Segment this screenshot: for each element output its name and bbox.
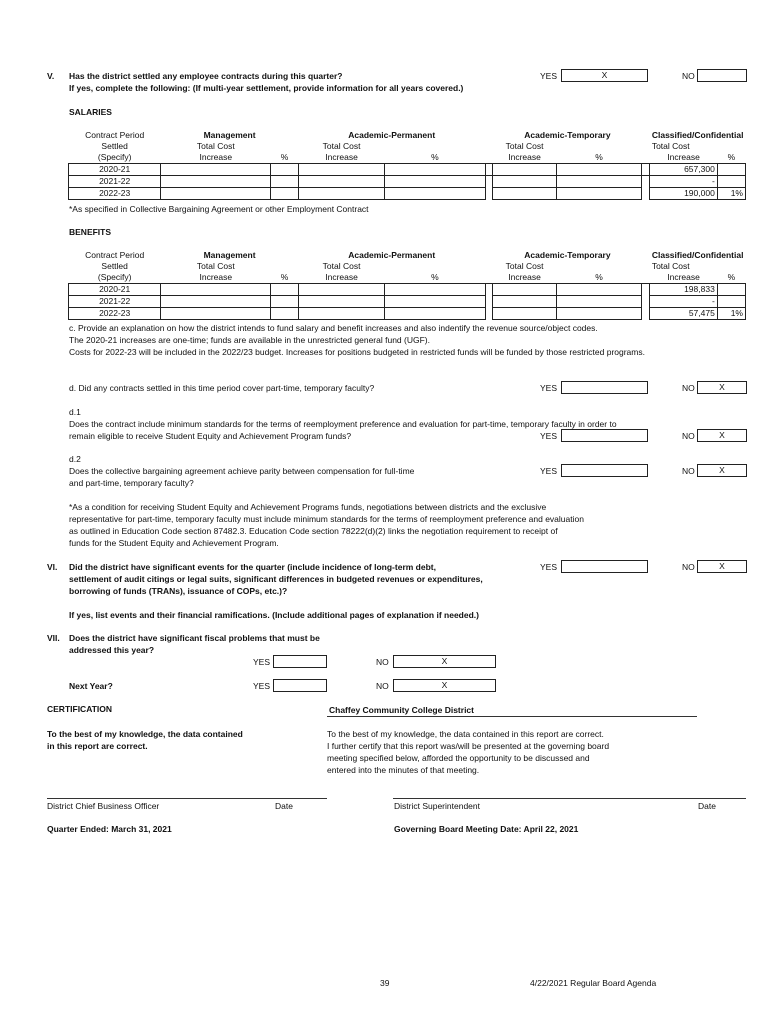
classified-pct: 1% [717,188,745,200]
board-meeting-date: Governing Board Meeting Date: April 22, 2021 [394,824,579,834]
no-label: NO [682,466,695,476]
period-cell: 2022-23 [69,308,161,320]
period-cell: 2020-21 [69,164,161,176]
period-header-2: Settled [101,261,128,271]
total-cost-label: Total Cost [196,141,235,151]
condition-note-1: *As a condition for receiving Student Equity and Achievement Programs funds, negotiations between districts and the exclusive [69,502,547,512]
section-7-yes-box[interactable] [273,655,327,668]
yes-label: YES [540,431,558,441]
table-row [69,296,746,308]
superintendent-signature-line [393,798,746,799]
section-5-yes-box[interactable]: X [561,69,648,82]
classified-amount: 657,300 [650,164,718,176]
pct-label: % [595,272,603,282]
condition-note-3: as outlined in Education Code section 87482.3. Education Code section 78222(d)(2) links the negotiation requirement to receipt of [69,526,558,536]
d1-label: d.1 [69,407,81,417]
period-cell: 2021-22 [69,296,161,308]
no-label: NO [682,71,695,81]
explanation-question: c. Provide an explanation on how the district intends to fund salary and benefit increases and also indentify the revenue source/object codes. [69,323,598,333]
d2-line-2: and part-time, temporary faculty? [69,478,194,488]
cbo-signature-line [47,798,327,799]
increase-label: Increase [325,272,358,282]
increase-label: Increase [667,152,700,162]
cert-right-line-1: To the best of my knowledge, the data contained in this report are correct. [327,729,604,739]
pct-label: % [280,152,289,162]
next-year-label: Next Year? [69,681,113,691]
superintendent-date-label: Date [698,801,716,811]
yes-label: YES [540,71,558,81]
yes-label: YES [253,657,271,667]
d1-line-1: Does the contract include minimum standards for the terms of reemployment preference and evaluation for part-time, temporary faculty in order to [69,419,617,429]
section-6-line-3: borrowing of funds (TRANs), issuance of COPs, etc.)? [69,586,288,596]
total-cost-label: Total Cost [505,141,544,151]
section-5-no-box[interactable] [697,69,747,82]
d1-yes-box[interactable] [561,429,648,442]
cbo-signature-label: District Chief Business Officer [47,801,160,811]
d2-line-1: Does the collective bargaining agreement achieve parity between compensation for full-time [69,466,415,476]
yes-label: YES [540,383,558,393]
classified-header: Classified/Confidential [651,130,744,140]
d1-no-box[interactable]: X [697,429,747,442]
classified-pct [717,164,745,176]
section-5-number: V. [47,71,55,81]
yes-label: YES [540,562,558,572]
classified-pct [717,296,745,308]
classified-pct [717,176,745,188]
yes-label: YES [253,681,271,691]
academic-permanent-header: Academic-Permanent [348,130,436,140]
section-7-line-1: Does the district have significant fiscal problems that must be [69,633,320,643]
cert-right-line-4: entered into the minutes of that meeting. [327,765,480,775]
yes-label: YES [540,466,558,476]
total-cost-label: Total Cost [196,261,235,271]
district-name: Chaffey Community College District [329,705,474,715]
no-label: NO [682,383,695,393]
total-cost-label: Total Cost [505,261,544,271]
total-cost-label: Total Cost [651,141,690,151]
pct-label: % [727,272,736,282]
classified-amount: 190,000 [650,188,718,200]
increase-label: Increase [508,152,541,162]
benefits-title: BENEFITS [69,227,112,237]
management-header: Management [203,130,256,140]
table-row [69,308,746,320]
question-d-no-box[interactable]: X [697,381,747,394]
no-label: NO [682,562,695,572]
explanation-line-1: The 2020-21 increases are one-time; funds are available in the unrestricted general fund (UGF). [69,335,430,345]
classified-header: Classified/Confidential [651,250,744,260]
cert-right-line-3: meeting specified below, afforded the opportunity to be discussed and [327,753,590,763]
pct-label: % [727,152,736,162]
increase-label: Increase [325,152,358,162]
pct-label: % [431,272,439,282]
classified-pct: 1% [717,308,745,320]
d2-yes-box[interactable] [561,464,648,477]
salaries-title: SALARIES [69,107,112,117]
section-6-yes-box[interactable] [561,560,648,573]
next-year-yes-box[interactable] [273,679,327,692]
total-cost-label: Total Cost [651,261,690,271]
increase-label: Increase [199,152,233,162]
pct-label: % [280,272,289,282]
classified-amount: - [650,296,718,308]
d2-label: d.2 [69,454,81,464]
no-label: NO [682,431,695,441]
superintendent-signature-label: District Superintendent [394,801,480,811]
period-header-3: (Specify) [97,272,132,282]
salaries-footnote: *As specified in Collective Bargaining Agreement or other Employment Contract [69,204,369,214]
section-6-no-box[interactable]: X [697,560,747,573]
quarter-ended: Quarter Ended: March 31, 2021 [47,824,172,834]
increase-label: Increase [508,272,541,282]
classified-amount: 198,833 [650,284,718,296]
district-underline [327,716,697,717]
section-7-no-box[interactable]: X [393,655,496,668]
section-7-line-2: addressed this year? [69,645,155,655]
increase-label: Increase [199,272,233,282]
cert-right-line-2: I further certify that this report was/will be presented at the governing board [327,741,610,751]
salaries-table [68,130,746,200]
period-header-3: (Specify) [97,152,132,162]
no-label: NO [376,681,389,691]
academic-permanent-header: Academic-Permanent [348,250,436,260]
period-header-1: Contract Period [85,130,145,140]
table-row [69,164,746,176]
pct-label: % [431,152,439,162]
question-d-yes-box[interactable] [561,381,648,394]
management-header: Management [203,250,256,260]
explanation-line-2: Costs for 2022-23 will be included in the 2022/23 budget. Increases for positions budgeted in restricted funds will be funded by those restricted programs. [69,347,645,357]
increase-label: Increase [667,272,700,282]
cbo-date-label: Date [275,801,293,811]
classified-amount: 57,475 [650,308,718,320]
period-cell: 2022-23 [69,188,161,200]
pct-label: % [595,152,603,162]
cert-left-line-2: in this report are correct. [47,741,148,751]
d1-line-2: remain eligible to receive Student Equity and Achievement Program funds? [69,431,352,441]
cert-left-line-1: To the best of my knowledge, the data contained [47,729,243,739]
classified-amount: - [650,176,718,188]
period-cell: 2020-21 [69,284,161,296]
section-5-instruction: If yes, complete the following: (If multi-year settlement, provide information for all years covered.) [69,83,464,93]
benefits-table [68,250,746,320]
agenda-footer: 4/22/2021 Regular Board Agenda [530,978,657,988]
d2-no-box[interactable]: X [697,464,747,477]
classified-pct [717,284,745,296]
academic-temporary-header: Academic-Temporary [524,250,611,260]
page-number: 39 [380,978,390,988]
total-cost-label: Total Cost [322,141,361,151]
section-6-followup: If yes, list events and their financial ramifications. (Include additional pages of explanation if needed.) [69,610,479,620]
no-label: NO [376,657,389,667]
condition-note-4: funds for the Student Equity and Achievement Program. [69,538,279,548]
total-cost-label: Total Cost [322,261,361,271]
certification-title: CERTIFICATION [47,704,113,714]
section-6-number: VI. [47,562,58,572]
period-header-1: Contract Period [85,250,145,260]
section-7-number: VII. [47,633,60,643]
next-year-no-box[interactable]: X [393,679,496,692]
table-row [69,176,746,188]
academic-temporary-header: Academic-Temporary [524,130,611,140]
section-6-line-1: Did the district have significant events for the quarter (include incidence of long-term debt, [69,562,436,572]
period-header-2: Settled [101,141,128,151]
section-5-question: Has the district settled any employee contracts during this quarter? [69,71,343,81]
question-d: d. Did any contracts settled in this time period cover part-time, temporary faculty? [69,383,375,393]
condition-note-2: representative for part-time, temporary faculty must include minimum standards for the terms of reemployment preference and evaluation [69,514,584,524]
table-row [69,188,746,200]
period-cell: 2021-22 [69,176,161,188]
table-row [69,284,746,296]
section-6-line-2: settlement of audit citings or legal suits, significant differences in budgeted revenues or expenditures, [69,574,483,584]
